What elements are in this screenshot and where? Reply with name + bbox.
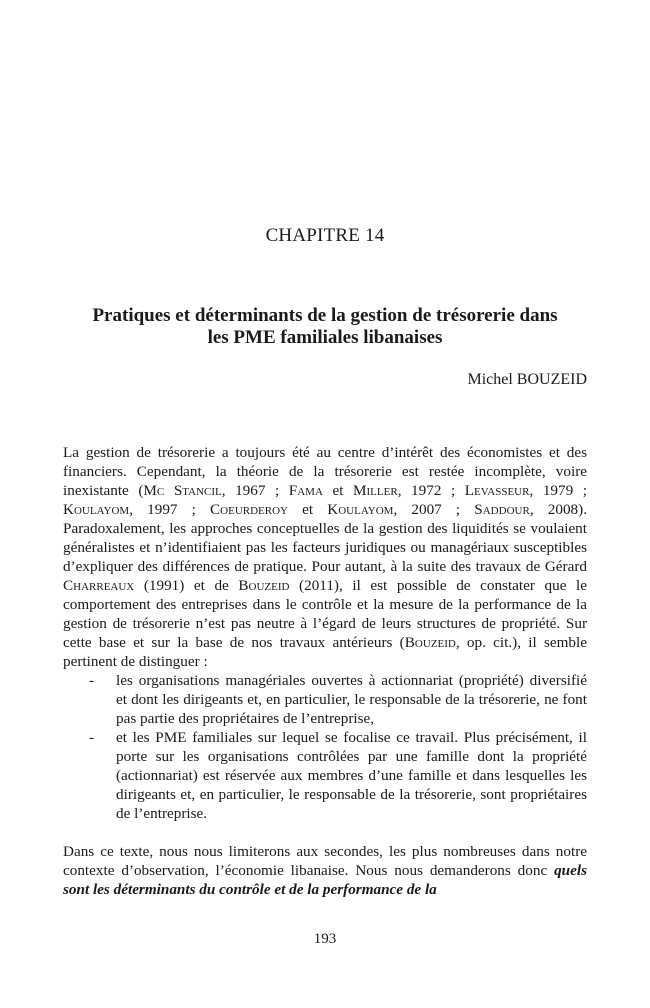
citation-author: Koulayom — [63, 501, 130, 518]
citation-author: Levasseur — [464, 482, 530, 499]
research-question-emphasis: quels sont les déterminants du contrôle et de la performance de la — [63, 862, 587, 898]
scope-paragraph: Dans ce texte, nous nous limiterons aux secondes, les plus nombreuses dans notre contexte d’observation, l’économie libanaise. Nous nous demanderons donc quels sont les déterminants du contrôle et de la performance de la — [63, 843, 587, 898]
citation-author: Bouzeid — [238, 577, 290, 594]
list-item-text: les organisations managériales ouvertes à actionnariat (propriété) diversifié et dont les dirigeants et, en particulier, le responsable de la trésorerie, ne font pas partie des propriétaires de l’entreprise, — [116, 672, 587, 727]
citation-author: Charreaux — [63, 577, 135, 594]
citation-author: Bouzeid — [404, 634, 456, 651]
page-number: 193 — [313, 931, 337, 947]
citation-author: Koulayom — [327, 501, 394, 518]
citation-author: Coeurderoy — [210, 501, 288, 518]
intro-paragraph: La gestion de trésorerie a toujours été au centre d’intérêt des économistes et des financiers. Cependant, la théorie de la trésorerie est restée incomplète, voire inexistante (Mc Stancil, 1967 ; Fama et Miller, 1972 ; Levasseur, 1979 ; Koulayom, 1997 ; Coeurderoy et Koulayom, 2007 ; Saddour, 2008). Paradoxalement, les approches conceptuelles de la gestion des liquidités se voulaient généralistes et n’identifiaient pas les facteurs juridiques ou managériaux susceptibles d’expliquer des différences de pratique. Pour autant, à la suite des travaux de Gérard Charreaux (1991) et de Bouzeid (2011), il est possible de constater que le comportement des entreprises dans le contrôle et la mesure de la performance de la gestion de trésorerie n’est pas neutre à l’égard de leurs structures de propriété. Sur cette base et sur la base de nos travaux antérieurs (Bouzeid, op. cit.), il semble pertinent de distinguer : — [63, 444, 587, 670]
citation-author: Fama — [288, 482, 323, 499]
chapter-title-line-2: les PME familiales libanaises — [207, 327, 443, 348]
list-dash: - — [89, 729, 95, 746]
list-item — [63, 728, 587, 823]
list-dash: - — [89, 672, 95, 689]
chapter-title — [64, 305, 586, 349]
chapter-title-line-1: Pratiques et déterminants de la gestion de trésorerie dans — [92, 305, 558, 326]
chapter-heading: CHAPITRE 14 — [265, 225, 385, 246]
organization-types-list — [63, 671, 587, 823]
citation-author: Mc Stancil — [143, 482, 222, 499]
citation-author: Saddour — [474, 501, 530, 518]
body-text — [63, 443, 587, 899]
citation-author: Miller — [353, 482, 398, 499]
author-name: Michel BOUZEID — [467, 371, 587, 388]
list-item-text: et les PME familiales sur lequel se focalise ce travail. Plus précisément, il porte sur les organisations contrôlées par une famille dont la propriété (actionnariat) est réservée aux membres d’une famille et dans lesquelles les dirigeants et, en particulier, le responsable de la trésorerie, sont propriétaires de l’entreprise. — [116, 729, 587, 822]
list-item — [63, 671, 587, 728]
